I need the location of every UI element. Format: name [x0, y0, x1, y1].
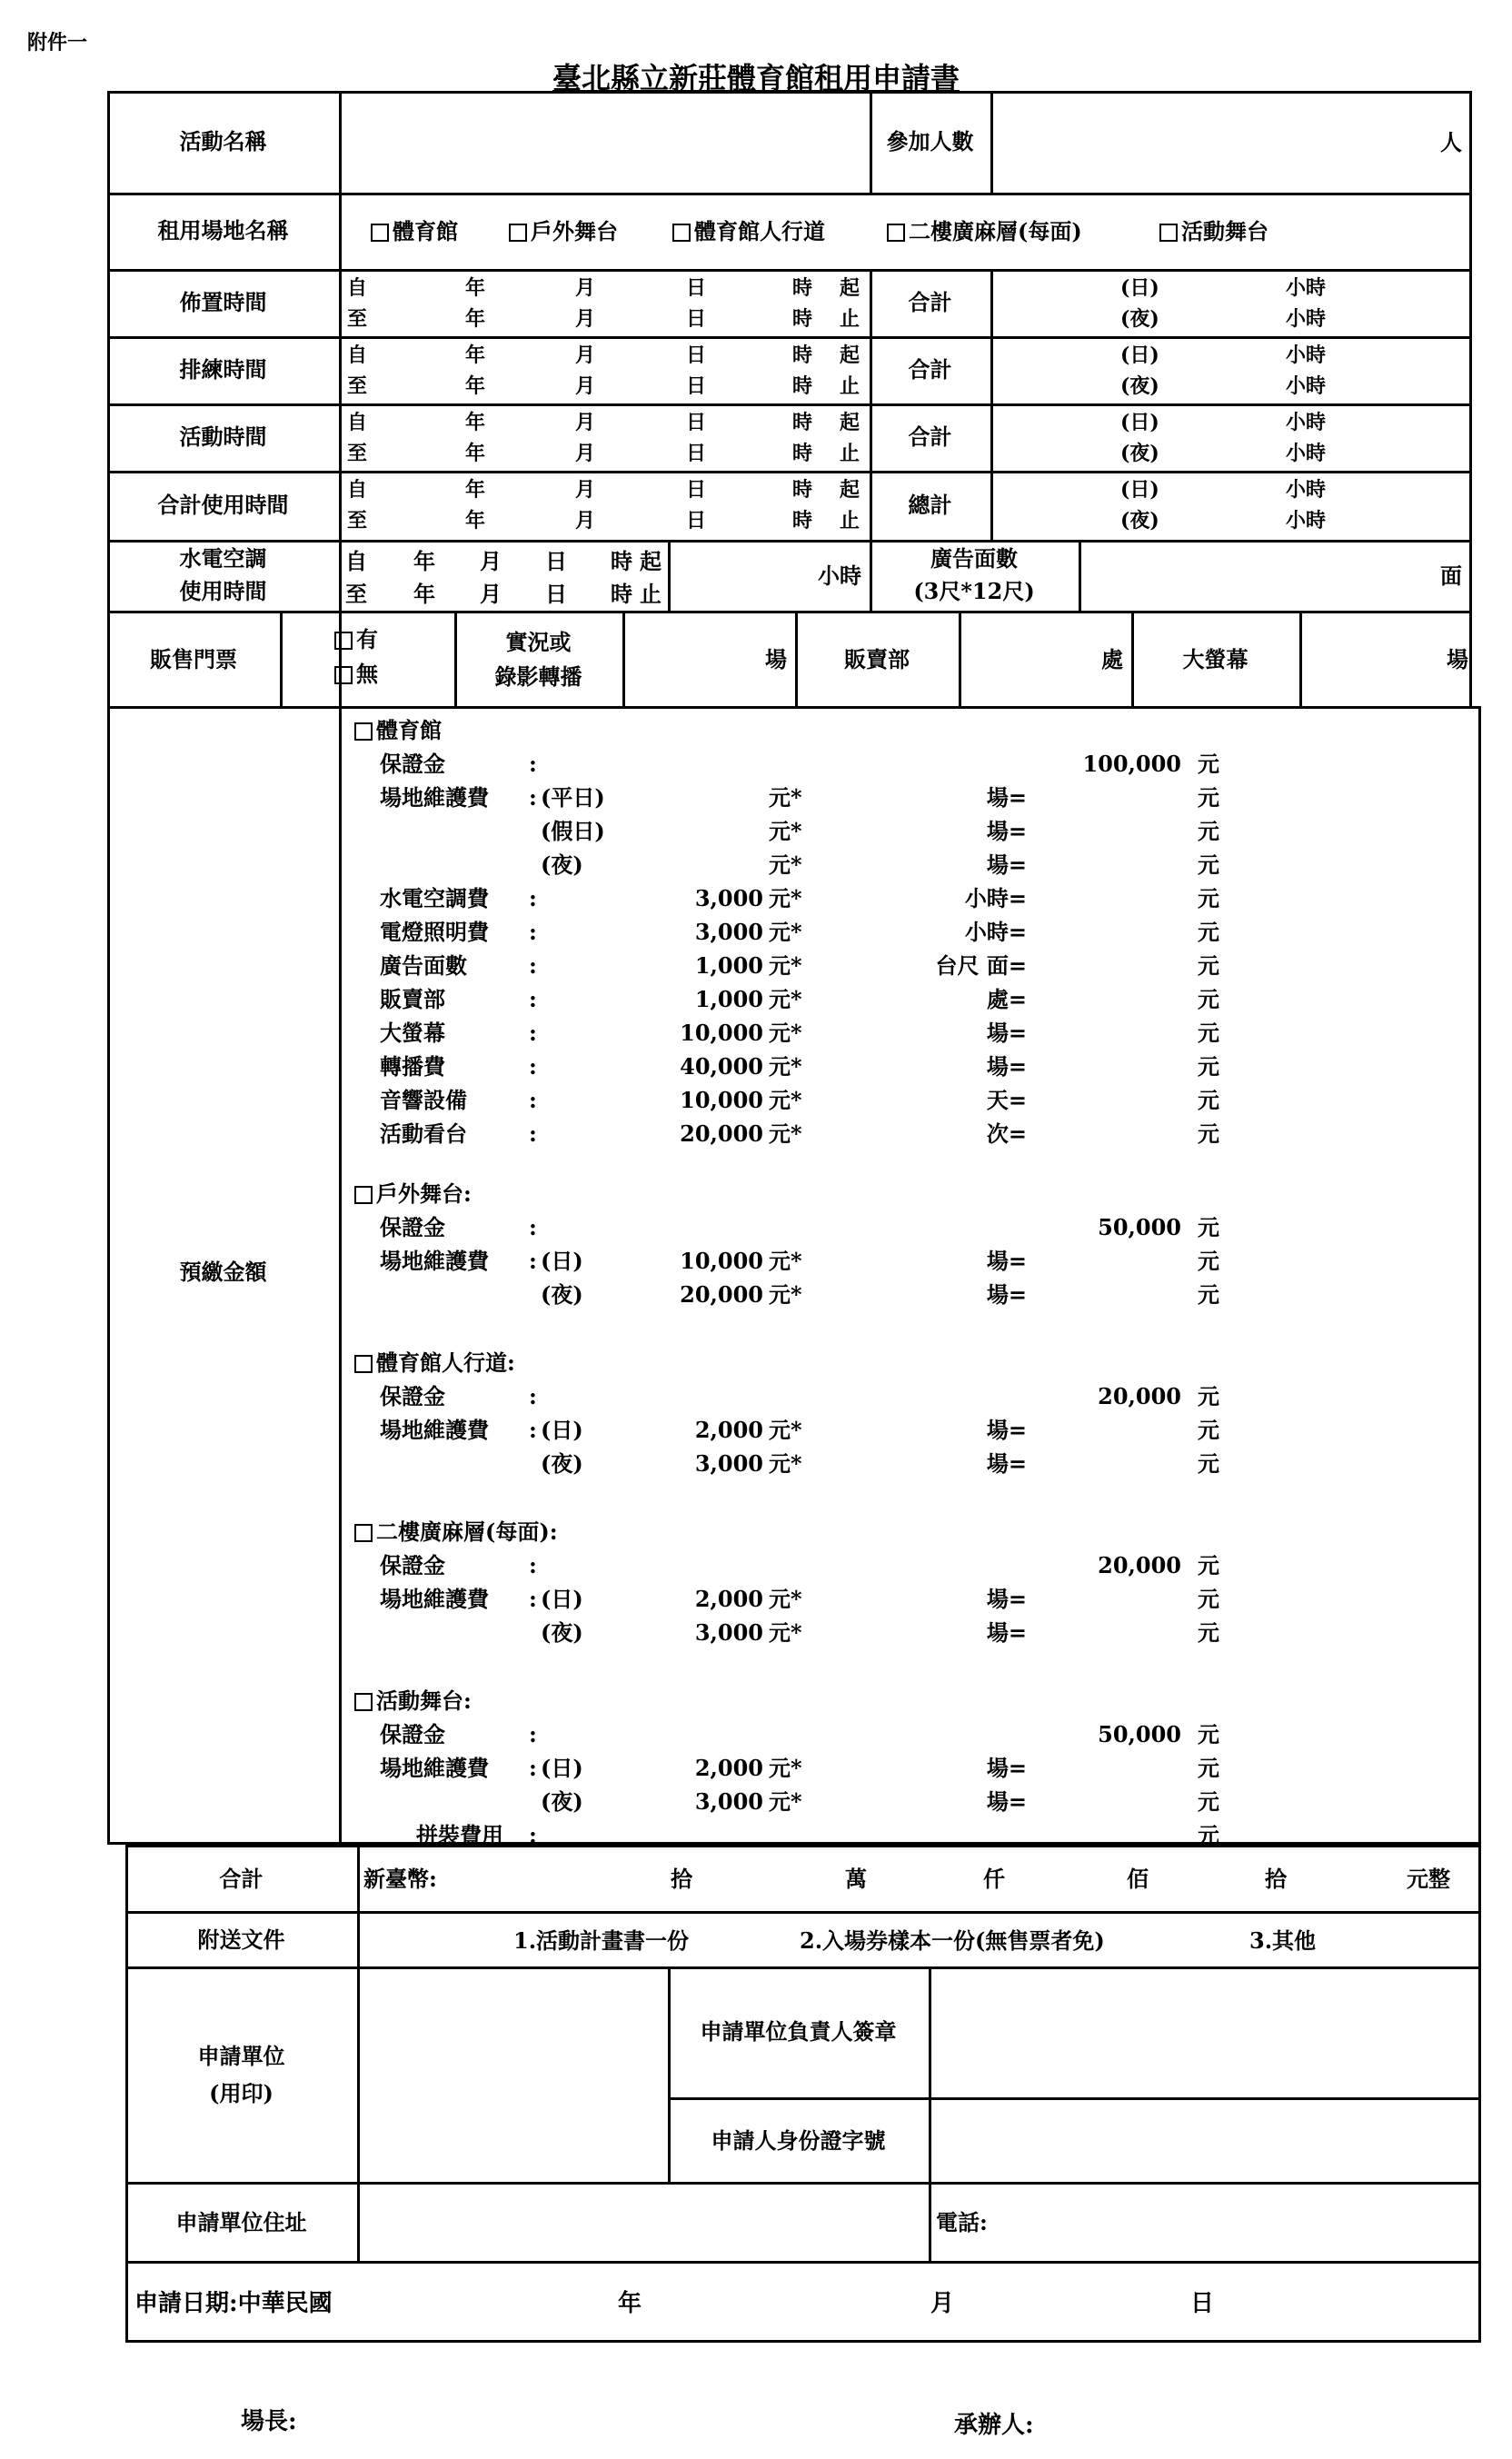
time-field-label: 日 [686, 478, 707, 502]
time-field-label: 月 [575, 276, 596, 300]
prepay-qty: 台尺 面= [935, 952, 1027, 979]
docs-item-ticket: 2.入場券樣本一份(無售票者免) [800, 1927, 1105, 1954]
phone-label: 電話: [936, 2209, 988, 2235]
prepay-amount: 50,000 [1098, 1721, 1181, 1747]
apply-date-label: 申請日期:中華民國 [134, 2290, 333, 2317]
checkbox-icon [354, 1524, 373, 1542]
checkbox-icon [354, 722, 373, 741]
time-field-label: 年 [465, 478, 486, 502]
grand-total-label: 總計 [908, 491, 952, 518]
prepay-sub: (夜) [541, 1281, 583, 1308]
time-field-label: 月 [575, 442, 596, 465]
participants-unit: 人 [1440, 129, 1462, 155]
prepay-unit: 元* [769, 1619, 802, 1646]
total-time-label: 合計使用時間 [157, 491, 289, 518]
attachment-label: 附件一 [27, 31, 88, 55]
ticket-has-option[interactable]: 有 [334, 629, 378, 651]
time-field-label: 時 [792, 374, 813, 398]
prepay-yuan: 元 [1198, 885, 1219, 911]
handler-label: 承辦人: [954, 2412, 1034, 2439]
id-number-field[interactable] [933, 2101, 1477, 2181]
time-field-label: 日 [686, 343, 707, 367]
setup-time-label: 佈置時間 [179, 288, 267, 315]
screen-label: 大螢幕 [1182, 645, 1248, 672]
prepay-colon: : [529, 1214, 537, 1240]
prepay-yuan: 元 [1198, 952, 1219, 979]
prepay-price: 20,000 [680, 1120, 763, 1147]
rehearsal-time-label: 排練時間 [179, 355, 267, 383]
prepay-unit: 元* [769, 1788, 802, 1815]
prepay-unit: 元* [769, 1755, 802, 1781]
total-hours-unit: 小時 [1286, 307, 1327, 331]
prepay-unit: 元* [769, 784, 802, 811]
prepay-unit: 元* [769, 1120, 802, 1147]
checkbox-icon [672, 224, 691, 242]
total-hours-unit: 小時 [1286, 442, 1327, 465]
prepay-yuan: 元 [1198, 1450, 1219, 1477]
prepay-yuan: 元 [1198, 1383, 1219, 1409]
prepay-qty: 場= [986, 1281, 1027, 1308]
total-period-label: (夜) [1120, 374, 1159, 398]
time-field-label: 月 [575, 343, 596, 367]
address-label: 申請單位住址 [175, 2208, 307, 2235]
prepay-name: 保證金 [380, 1383, 445, 1409]
time-field-label: 至 [347, 307, 368, 331]
prepay-yuan: 元 [1198, 1619, 1219, 1646]
time-field-label: 止 [840, 509, 860, 533]
checkbox-icon [509, 224, 527, 242]
prepay-yuan: 元 [1198, 1214, 1219, 1240]
venue-option-gym[interactable]: 體育館 [371, 221, 458, 243]
address-field[interactable] [362, 2185, 925, 2260]
prepay-unit: 元* [769, 885, 802, 911]
prepay-sub: (日) [541, 1417, 583, 1443]
prepay-colon: : [529, 986, 537, 1012]
total-period-label: (日) [1120, 478, 1159, 502]
prepay-yuan: 元 [1198, 1586, 1219, 1612]
checkbox-icon [334, 666, 353, 684]
prepay-yuan: 元 [1198, 919, 1219, 945]
checkbox-icon [887, 224, 905, 242]
prepay-name: 拼裝費用 [416, 1822, 503, 1848]
time-field-label: 起 [840, 276, 860, 300]
prepay-unit: 元* [769, 919, 802, 945]
time-field-label: 時 [792, 276, 813, 300]
time-field-label: 起 [840, 343, 860, 367]
prepay-qty: 場= [986, 1755, 1027, 1781]
time-field-label: 時 [792, 411, 813, 434]
venue-option-outdoor-stage[interactable]: 戶外舞台 [509, 221, 618, 243]
time-field-label: 月 [575, 411, 596, 434]
activity-time-label: 活動時間 [179, 423, 267, 450]
prepay-qty: 天= [986, 1087, 1027, 1113]
prepay-amount: 50,000 [1098, 1214, 1181, 1240]
prepay-qty: 場= [986, 1020, 1027, 1046]
total-label: 合計 [219, 1865, 264, 1892]
signer-label: 申請單位負責人簽章 [700, 2017, 897, 2045]
total-period-label: (夜) [1120, 307, 1159, 331]
broadcast-label: 實況或 錄影轉播 [494, 628, 582, 690]
prepay-price: 3,000 [694, 1450, 763, 1477]
total-hours-unit: 小時 [1286, 276, 1327, 300]
time-field-label: 時 [792, 442, 813, 465]
checkbox-icon [354, 1693, 373, 1711]
time-field-label: 日 [686, 374, 707, 398]
prepay-name: 水電空調費 [380, 885, 489, 911]
prepay-unit: 元* [769, 851, 802, 878]
prepay-colon: : [529, 1721, 537, 1747]
prepay-yuan: 元 [1198, 1417, 1219, 1443]
time-field-label: 至 [347, 509, 368, 533]
prepay-sub: (夜) [541, 1788, 583, 1815]
time-field-label: 日 [686, 307, 707, 331]
time-field-label: 自 [347, 478, 368, 502]
prepay-yuan: 元 [1198, 1020, 1219, 1046]
time-field-label: 年 [465, 307, 486, 331]
time-field-label: 月 [575, 307, 596, 331]
prepay-price: 10,000 [680, 1020, 763, 1046]
prepay-qty: 場= [986, 1788, 1027, 1815]
prepay-name: 場地維護費 [380, 1586, 489, 1612]
prepay-unit: 元* [769, 1281, 802, 1308]
time-field-label: 時 [792, 343, 813, 367]
time-field-label: 時 [792, 509, 813, 533]
applicant-unit-label: 申請單位 (用印) [197, 2043, 285, 2106]
prepay-yuan: 元 [1198, 1248, 1219, 1274]
prepay-price: 3,000 [694, 885, 763, 911]
prepay-qty: 處= [986, 986, 1027, 1012]
prepay-section-title[interactable]: 戶外舞台: [354, 1183, 472, 1205]
ticket-none-option[interactable]: 無 [334, 663, 378, 685]
prepay-name: 販賣部 [380, 986, 445, 1012]
prepay-colon: : [529, 784, 537, 811]
time-field-label: 年 [465, 276, 486, 300]
prepay-unit: 元* [769, 1417, 802, 1443]
prepay-yuan: 元 [1198, 1120, 1219, 1147]
prepay-yuan: 元 [1198, 1053, 1219, 1080]
time-field-label: 至 [347, 374, 368, 398]
prepay-name: 廣告面數 [380, 952, 467, 979]
activity-name-field[interactable] [343, 95, 865, 191]
prepay-colon: : [529, 1586, 537, 1612]
applicant-seal-area[interactable] [362, 1970, 663, 2181]
time-field-label: 自 [347, 343, 368, 367]
prepay-section-title[interactable]: 體育館 [354, 720, 442, 742]
time-field-label: 起 [840, 478, 860, 502]
total-period-label: (夜) [1120, 442, 1159, 465]
prepay-qty: 場= [986, 1586, 1027, 1612]
phone-field[interactable] [1009, 2185, 1477, 2260]
prepay-yuan: 元 [1198, 1788, 1219, 1815]
prepay-sub: (夜) [541, 1619, 583, 1646]
prepay-yuan: 元 [1198, 784, 1219, 811]
activity-total-label: 合計 [908, 423, 952, 450]
prepay-price: 20,000 [680, 1281, 763, 1308]
venue-option-walkway[interactable]: 體育館人行道 [672, 221, 825, 243]
ac-hours-unit: 小時 [818, 562, 861, 589]
prepay-name: 活動看台 [380, 1120, 467, 1147]
prepay-colon: : [529, 919, 537, 945]
prepay-price: 2,000 [694, 1586, 763, 1612]
time-field-label: 年 [465, 411, 486, 434]
page-title: 臺北縣立新莊體育館租用申請書 [552, 61, 960, 95]
total-hours-unit: 小時 [1286, 411, 1327, 434]
prepay-section-title[interactable]: 活動舞台: [354, 1690, 472, 1712]
prepay-colon: : [529, 952, 537, 979]
prepay-name: 轉播費 [380, 1053, 445, 1080]
prepay-price: 2,000 [694, 1755, 763, 1781]
docs-item-plan: 1.活動計畫書一份 [513, 1927, 690, 1954]
prepay-sub: (夜) [541, 1450, 583, 1477]
prepay-yuan: 元 [1198, 1755, 1219, 1781]
checkbox-icon [371, 224, 389, 242]
prepay-colon: : [529, 1053, 537, 1080]
ad-count-label: 廣告面數 (3尺*12尺) [913, 545, 1035, 604]
prepay-name: 電燈照明費 [380, 919, 489, 945]
prepay-qty: 小時= [964, 919, 1027, 945]
prepay-qty: 場= [986, 1450, 1027, 1477]
prepay-qty: 場= [986, 1053, 1027, 1080]
prepay-yuan: 元 [1198, 1281, 1219, 1308]
prepay-yuan: 元 [1198, 1552, 1219, 1578]
prepay-colon: : [529, 1755, 537, 1781]
prepay-unit: 元* [769, 1087, 802, 1113]
prepay-yuan: 元 [1198, 1087, 1219, 1113]
prepay-name: 場地維護費 [380, 784, 489, 811]
time-field-label: 起 [840, 411, 860, 434]
prepay-name: 保證金 [380, 751, 445, 777]
total-period-label: (日) [1120, 276, 1159, 300]
time-field-label: 年 [465, 374, 486, 398]
ad-count-unit: 面 [1440, 562, 1462, 589]
prepay-sub: (假日) [541, 818, 605, 844]
prepay-colon: : [529, 751, 537, 777]
total-period-label: (日) [1120, 343, 1159, 367]
prepay-colon: : [529, 1552, 537, 1578]
prepay-sub: (日) [541, 1586, 583, 1612]
prepay-yuan: 元 [1198, 1721, 1219, 1747]
prepay-yuan: 元 [1198, 986, 1219, 1012]
total-hours-unit: 小時 [1286, 374, 1327, 398]
prepay-name: 保證金 [380, 1214, 445, 1240]
prepay-unit: 元* [769, 1450, 802, 1477]
prepay-price: 3,000 [694, 1619, 763, 1646]
prepay-yuan: 元 [1198, 818, 1219, 844]
time-field-label: 自 [347, 411, 368, 434]
ticket-sales-label: 販售門票 [150, 645, 237, 672]
total-period-label: (日) [1120, 411, 1159, 434]
prepay-colon: : [529, 1120, 537, 1147]
prepay-name: 場地維護費 [380, 1755, 489, 1781]
prepay-name: 場地維護費 [380, 1248, 489, 1274]
time-field-label: 月 [575, 374, 596, 398]
time-field-label: 自 [347, 276, 368, 300]
prepay-colon: : [529, 1383, 537, 1409]
prepay-yuan: 元 [1198, 751, 1219, 777]
prepay-colon: : [529, 1248, 537, 1274]
prepay-unit: 元* [769, 986, 802, 1012]
prepay-price: 1,000 [694, 952, 763, 979]
prepay-amount: 100,000 [1082, 751, 1181, 777]
time-field-label: 年 [465, 343, 486, 367]
id-number-label: 申請人身份證字號 [711, 2126, 886, 2154]
prepay-qty: 場= [986, 1248, 1027, 1274]
prepay-colon: : [529, 1020, 537, 1046]
prepay-qty: 場= [986, 1417, 1027, 1443]
docs-label: 附送文件 [197, 1926, 285, 1953]
director-label: 場長: [241, 2408, 297, 2435]
shop-label: 販賣部 [844, 645, 910, 672]
checkbox-icon [354, 1355, 373, 1373]
venue-label: 租用場地名稱 [157, 216, 289, 244]
prepay-unit: 元* [769, 1586, 802, 1612]
time-field-label: 年 [465, 509, 486, 533]
prepay-unit: 元* [769, 818, 802, 844]
total-hours-unit: 小時 [1286, 343, 1327, 367]
prepay-qty: 場= [986, 1619, 1027, 1646]
prepay-name: 音響設備 [380, 1087, 467, 1113]
docs-item-other: 3.其他 [1249, 1927, 1317, 1954]
prepay-price: 10,000 [680, 1248, 763, 1274]
time-field-label: 至 [347, 442, 368, 465]
prepay-colon: : [529, 885, 537, 911]
prepay-price: 3,000 [694, 919, 763, 945]
prepay-colon: : [529, 1417, 537, 1443]
time-field-label: 止 [840, 442, 860, 465]
prepay-section-title[interactable]: 體育館人行道: [354, 1352, 515, 1374]
prepay-amount: 20,000 [1098, 1552, 1181, 1578]
prepay-price: 2,000 [694, 1417, 763, 1443]
prepay-sub: (平日) [541, 784, 605, 811]
total-period-label: (夜) [1120, 509, 1159, 533]
prepay-price: 3,000 [694, 1788, 763, 1815]
checkbox-icon [1159, 224, 1178, 242]
prepay-sub: (夜) [541, 851, 583, 878]
total-hours-unit: 小時 [1286, 509, 1327, 533]
time-field-label: 止 [840, 307, 860, 331]
time-field-label: 時 [792, 478, 813, 502]
setup-total-label: 合計 [908, 288, 952, 315]
prepay-name: 保證金 [380, 1721, 445, 1747]
prepay-amount: 20,000 [1098, 1383, 1181, 1409]
prepay-qty: 次= [986, 1120, 1027, 1147]
time-field-label: 日 [686, 442, 707, 465]
screen-unit: 場 [1447, 646, 1468, 672]
prepay-price: 1,000 [694, 986, 763, 1012]
checkbox-icon [334, 632, 353, 650]
prepay-name: 大螢幕 [380, 1020, 445, 1046]
time-field-label: 日 [686, 276, 707, 300]
time-field-label: 月 [575, 509, 596, 533]
prepay-section-title[interactable]: 二樓廣麻層(每面): [354, 1521, 558, 1543]
rehearsal-total-label: 合計 [908, 355, 952, 383]
prepay-colon: : [529, 1822, 537, 1848]
participants-label: 參加人數 [886, 127, 974, 154]
prepay-yuan: 元 [1198, 1822, 1219, 1848]
time-field-label: 止 [840, 374, 860, 398]
checkbox-icon [354, 1186, 373, 1204]
prepay-label: 預繳金額 [179, 1258, 267, 1285]
prepay-qty: 小時= [964, 885, 1027, 911]
prepay-sub: (日) [541, 1248, 583, 1274]
time-field-label: 月 [575, 478, 596, 502]
prepay-sub: (日) [541, 1755, 583, 1781]
total-hours-unit: 小時 [1286, 478, 1327, 502]
time-field-label: 日 [686, 509, 707, 533]
prepay-qty: 場= [986, 818, 1027, 844]
venue-option-event-stage[interactable]: 活動舞台 [1159, 221, 1268, 243]
prepay-name: 場地維護費 [380, 1417, 489, 1443]
prepay-price: 10,000 [680, 1087, 763, 1113]
prepay-name: 保證金 [380, 1552, 445, 1578]
venue-option-2f-corridor[interactable]: 二樓廣麻層(每面) [887, 221, 1082, 243]
prepay-qty: 場= [986, 784, 1027, 811]
prepay-qty: 場= [986, 851, 1027, 878]
time-field-label: 日 [686, 411, 707, 434]
prepay-unit: 元* [769, 952, 802, 979]
broadcast-unit: 場 [765, 646, 787, 672]
prepay-price: 40,000 [680, 1053, 763, 1080]
prepay-unit: 元* [769, 1248, 802, 1274]
prepay-unit: 元* [769, 1053, 802, 1080]
shop-unit: 處 [1101, 646, 1123, 672]
participants-field[interactable] [995, 95, 1449, 191]
time-field-label: 年 [465, 442, 486, 465]
ac-time-label: 水電空調 使用時間 [179, 545, 267, 604]
activity-name-label: 活動名稱 [179, 127, 267, 154]
prepay-yuan: 元 [1198, 851, 1219, 878]
prepay-colon: : [529, 1087, 537, 1113]
time-field-label: 時 [792, 307, 813, 331]
signer-field[interactable] [933, 1970, 1477, 2094]
prepay-unit: 元* [769, 1020, 802, 1046]
total-currency: 新臺幣: [363, 1866, 437, 1892]
